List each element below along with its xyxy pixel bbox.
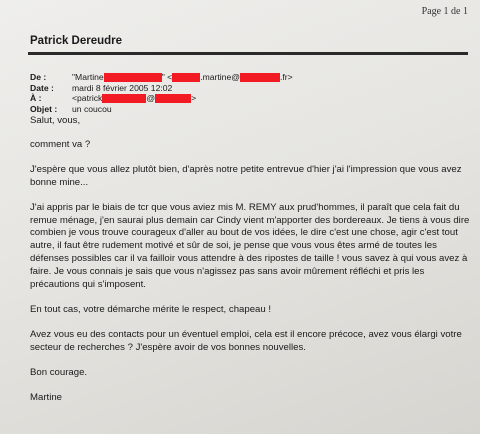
- opening-question: comment va ?: [30, 138, 91, 150]
- subject-row: [30, 104, 293, 115]
- to-row: [30, 93, 293, 104]
- subject-label: Objet :: [30, 103, 58, 114]
- redaction-block: [240, 73, 280, 82]
- signature: Martine: [30, 391, 62, 403]
- closing: Bon courage.: [30, 366, 88, 378]
- redaction-block: [102, 94, 146, 103]
- to-suffix: >: [191, 93, 197, 104]
- to-prefix: <patrick: [72, 93, 103, 104]
- page-number: Page 1 de 1: [421, 6, 468, 17]
- sender-name: Patrick Dereudre: [30, 35, 123, 47]
- from-mid: " <: [161, 72, 173, 82]
- from-label: De :: [30, 72, 47, 82]
- from-value: [72, 72, 293, 83]
- to-value: [72, 93, 196, 104]
- header-rule: [28, 52, 468, 55]
- date-row: [30, 83, 293, 94]
- redaction-block: [172, 73, 200, 82]
- greeting: Salut, vous,: [30, 115, 81, 126]
- to-label: À :: [30, 93, 42, 104]
- redaction-block: [155, 94, 191, 103]
- email-header: [30, 72, 293, 114]
- letter-body: [30, 115, 470, 405]
- date-value: mardi 8 février 2005 12:02: [72, 82, 173, 93]
- paragraph-4: Avez vous eu des contacts pour un éventuel emploi, cela est il encore précoce, avez vous élargi votre secteur de recherches ? J'espère avoir de vos bonnes nouvelles.: [30, 328, 462, 353]
- redaction-block: [104, 73, 162, 82]
- paragraph-1: J'espère que vous allez plutôt bien, d'après notre petite entrevue d'hier j'ai l'impression que vous avez bonne mine...: [30, 163, 462, 188]
- from-suffix: .fr>: [279, 72, 293, 82]
- paragraph-2: J'ai appris par le biais de tcr que vous aviez mis M. REMY aux prud'hommes, il paraît que cela fait du remue ménage, j'en saurai plus demain car Cindy vient m'apporter des bordereaux. Je tiens à vous dire combien je vous trouve courageux d'aller au bout de vos idées, le dire c'est une chose, agir c'est tout autre, il faut être rudement motivé et sûr de soi, je pense que vous vous êtes armé de toutes les défenses possibles car il va failloir vous attendre à des ripostes de taille ! vous savez à qui vous avez à faire. Je vous connais je sais que vous n'agissez pas sans avoir mûrement réfléchi et pris les précautions qui s'imposent.: [30, 201, 470, 291]
- subject-value: un coucou: [72, 103, 112, 114]
- paragraph-3: En tout cas, votre démarche mérite le respect, chapeau !: [30, 303, 272, 315]
- to-at: @: [146, 93, 156, 104]
- from-prefix: "Martine: [72, 72, 104, 82]
- date-label: Date :: [30, 82, 54, 93]
- from-row: [30, 72, 293, 83]
- from-domain: .martine@: [200, 72, 240, 82]
